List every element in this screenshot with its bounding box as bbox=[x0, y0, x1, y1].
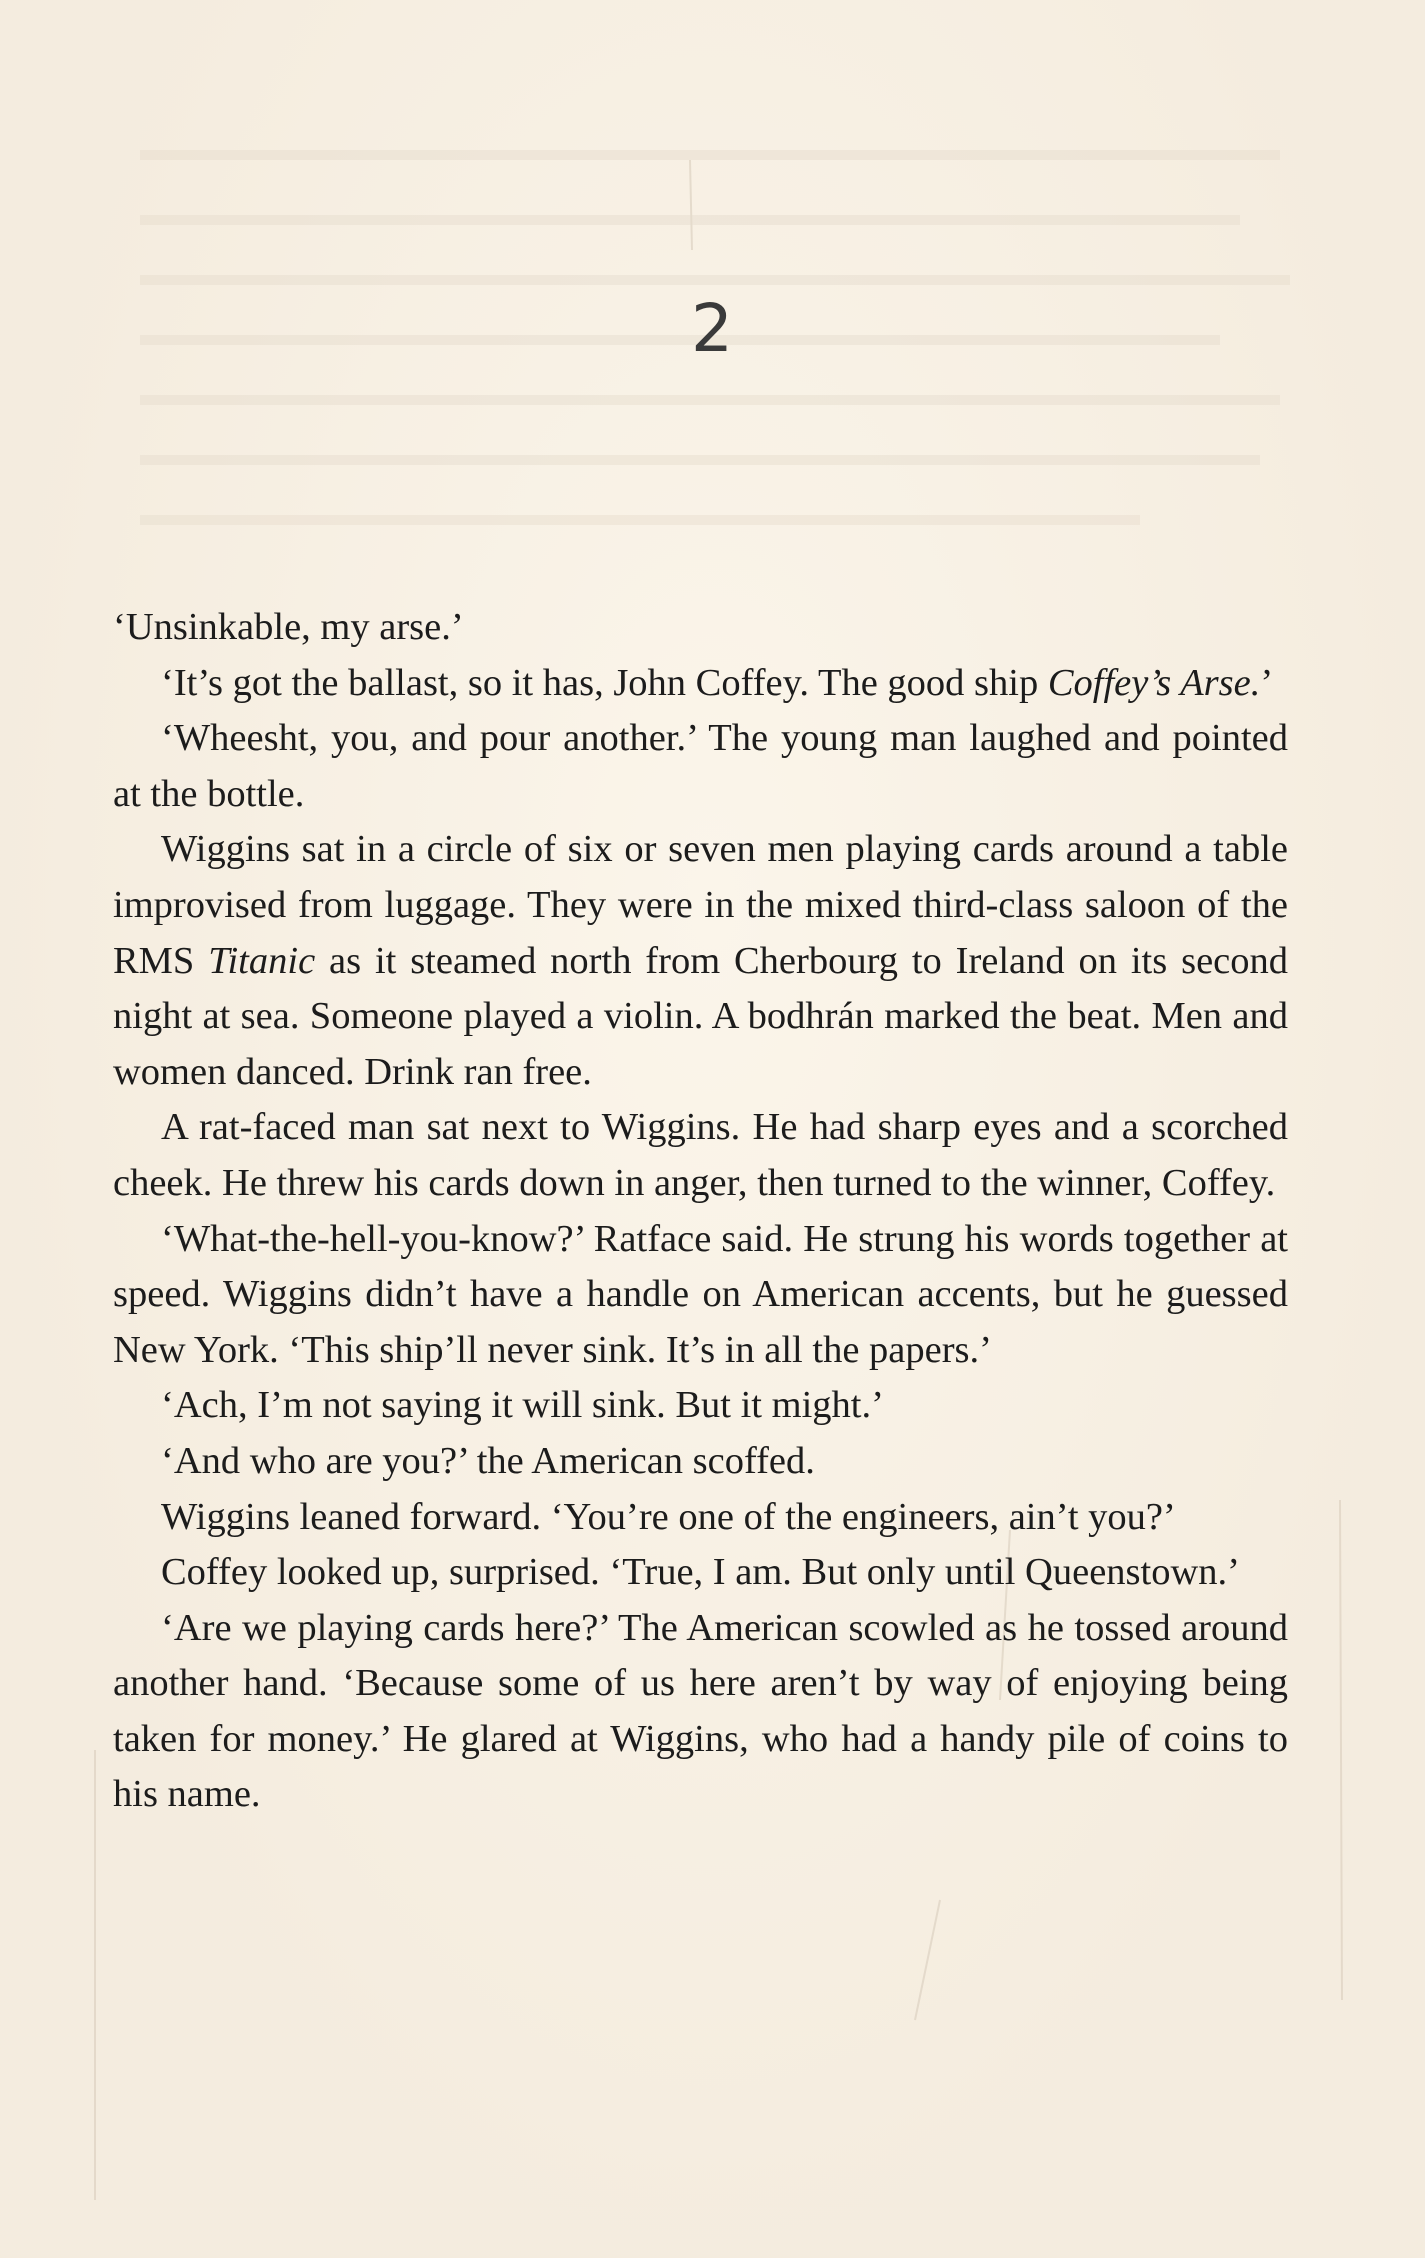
paragraph bbox=[113, 822, 1288, 1100]
ship-name-italic: Coffey’s Arse. bbox=[1047, 661, 1261, 704]
paragraph: ‘Wheesht, you, and pour another.’ The young man laughed and pointed at the bottle. bbox=[113, 717, 1288, 815]
paragraph-text: ‘It’s got the ballast, so it has, John Coffey. The good ship bbox=[161, 661, 1048, 704]
paragraph-text: Wiggins sat in a circle of six or seven men playing cards around a table improvised from luggage. They were in the mixed third-class saloon of the RMS bbox=[113, 828, 1288, 982]
paragraph-text: as it steamed north from Cherbourg to Ireland on its second night at sea. Someone played a violin. A bodhrán marked the beat. Men and women danced. Drink ran free. bbox=[113, 939, 1288, 1093]
chapter-text bbox=[113, 600, 1288, 1823]
paragraph: A rat-faced man sat next to Wiggins. He had sharp eyes and a scorched cheek. He threw his cards down in anger, then turned to the winner, Coffey. bbox=[113, 1106, 1288, 1204]
chapter-number: 2 bbox=[691, 290, 734, 367]
ship-name-italic: Titanic bbox=[208, 939, 316, 982]
paragraph: Wiggins leaned forward. ‘You’re one of the engineers, ain’t you?’ bbox=[161, 1495, 1176, 1538]
paragraph: ‘Ach, I’m not saying it will sink. But it might.’ bbox=[161, 1384, 884, 1427]
paragraph bbox=[113, 656, 1288, 712]
paragraph-text: ’ bbox=[1260, 661, 1274, 704]
paragraph: ‘And who are you?’ the American scoffed. bbox=[161, 1439, 815, 1482]
paragraph: Coffey looked up, surprised. ‘True, I am. But only until Queenstown.’ bbox=[161, 1551, 1240, 1594]
paragraph: ‘What-the-hell-you-know?’ Ratface said. He strung his words together at speed. Wiggins didn’t have a handle on American accents, but he guessed New York. ‘This ship’ll never sink. It’s in all the papers.’ bbox=[113, 1217, 1288, 1371]
paragraph: ‘Are we playing cards here?’ The American scowled as he tossed around another hand. ‘Because some of us here aren’t by way of enjoying being taken for money.’ He glared at Wiggins, who had a handy pile of coins to his name. bbox=[113, 1606, 1288, 1816]
paragraph: ‘Unsinkable, my arse.’ bbox=[113, 606, 464, 648]
